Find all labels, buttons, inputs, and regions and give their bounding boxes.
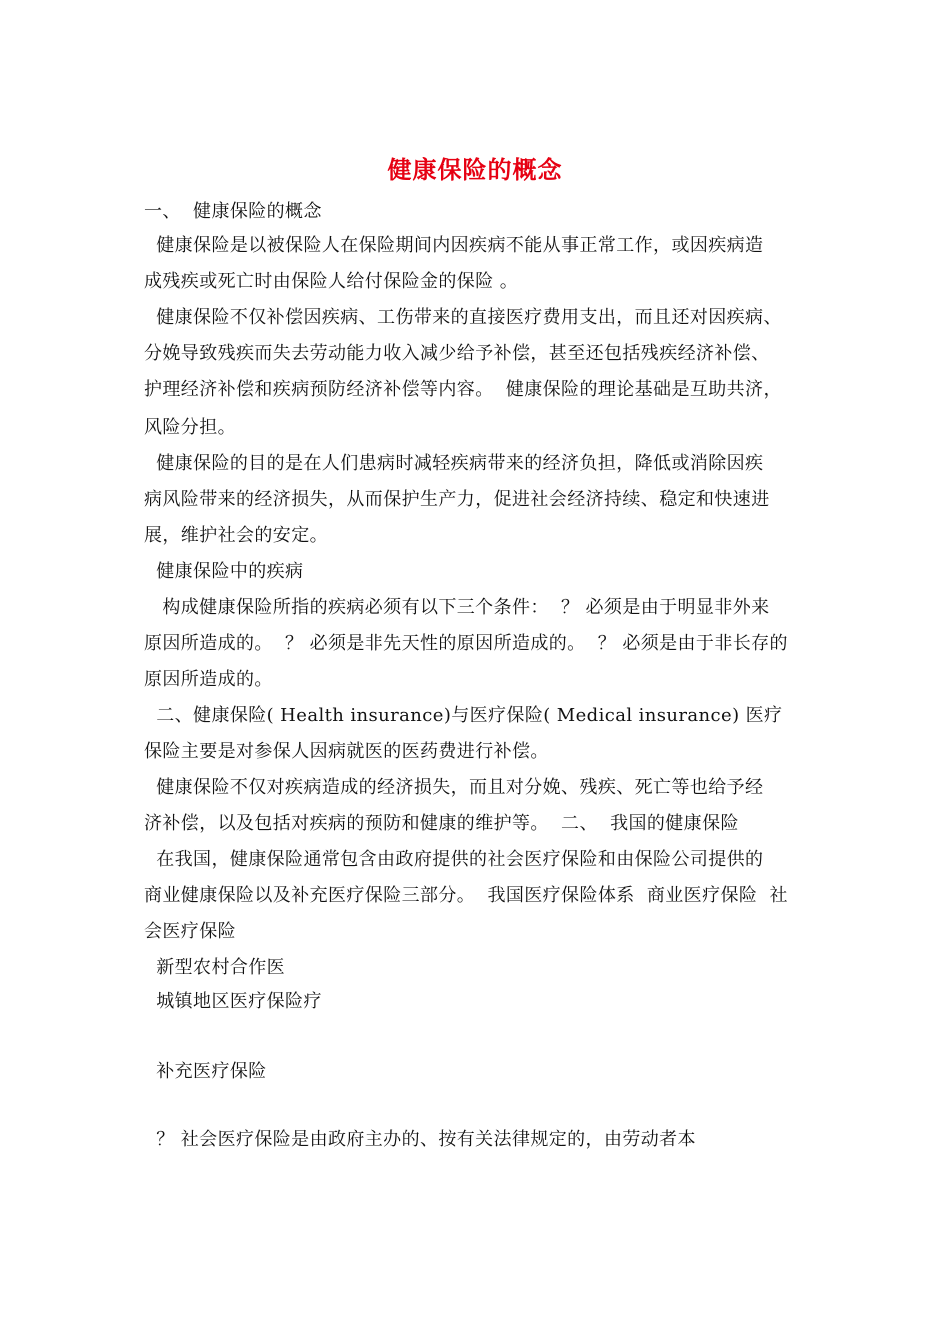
paragraph-line: 原因所造成的。 ？ 必须是非先天性的原因所造成的。 ？ 必须是由于非长存的: [144, 633, 788, 654]
list-item: 城镇地区医疗保险疗: [144, 991, 322, 1012]
paragraph-line: 健康保险不仅对疾病造成的经济损失，而且对分娩、残疾、死亡等也给予经: [144, 777, 764, 798]
paragraph-line: 展，维护社会的安定。: [144, 525, 328, 546]
list-item: 新型农村合作医: [144, 957, 286, 978]
paragraph-line: 健康保险不仅补偿因疾病、工伤带来的直接医疗费用支出，而且还对因疾病、: [144, 307, 782, 328]
paragraph-line: 病风险带来的经济损失，从而保护生产力，促进社会经济持续、稳定和快速进: [144, 489, 770, 510]
list-item: 补充医疗保险: [144, 1061, 267, 1082]
paragraph-line: ？ 社会医疗保险是由政府主办的、按有关法律规定的，由劳动者本: [144, 1129, 696, 1150]
subsection-heading: 健康保险中的疾病: [144, 561, 304, 582]
paragraph-line: 会医疗保险: [144, 921, 236, 942]
paragraph-line: 构成健康保险所指的疾病必须有以下三个条件： ？ 必须是由于明显非外来: [144, 597, 770, 618]
paragraph-line: 成残疾或死亡时由保险人给付保险金的保险 。: [144, 271, 519, 292]
paragraph-line: 二、健康保险( Health insurance)与医疗保险( Medical insurance) 医疗: [144, 705, 783, 726]
paragraph-line: 护理经济补偿和疾病预防经济补偿等内容。 健康保险的理论基础是互助共济，: [144, 379, 782, 400]
document-title: 健康保险的概念: [387, 155, 563, 184]
paragraph-line: 原因所造成的。: [144, 669, 273, 690]
paragraph-line: 风险分担。: [144, 417, 236, 438]
paragraph-line: 商业健康保险以及补充医疗保险三部分。 我国医疗保险体系 商业医疗保险 社: [144, 885, 788, 906]
section-heading: 一、 健康保险的概念: [144, 201, 322, 222]
paragraph-line: 在我国，健康保险通常包含由政府提供的社会医疗保险和由保险公司提供的: [144, 849, 764, 870]
paragraph-line: 济补偿，以及包括对疾病的预防和健康的维护等。 二、 我国的健康保险: [144, 813, 739, 834]
paragraph-line: 保险主要是对参保人因病就医的医药费进行补偿。: [144, 741, 549, 762]
paragraph-line: 健康保险是以被保险人在保险期间内因疾病不能从事正常工作，或因疾病造: [144, 235, 764, 256]
paragraph-line: 健康保险的目的是在人们患病时减轻疾病带来的经济负担，降低或消除因疾: [144, 453, 764, 474]
paragraph-line: 分娩导致残疾而失去劳动能力收入减少给予补偿，甚至还包括残疾经济补偿、: [144, 343, 770, 364]
